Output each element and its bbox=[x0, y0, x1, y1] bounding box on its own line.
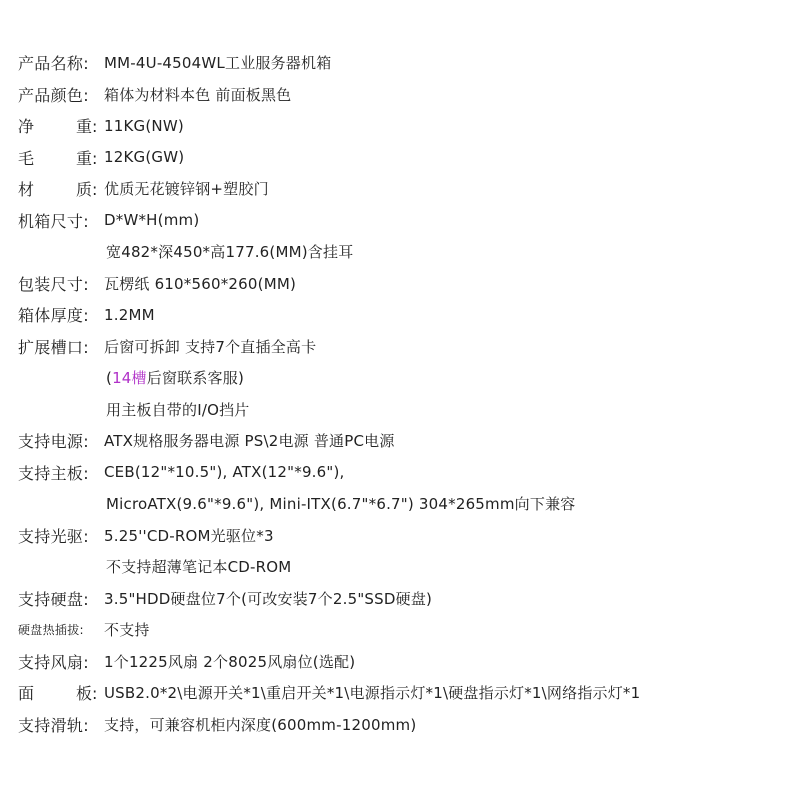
spec-label: 产品名称: bbox=[18, 54, 89, 74]
spec-value: 11KG(NW) bbox=[104, 116, 184, 135]
spec-label: 支持风扇: bbox=[18, 652, 89, 672]
spec-row-hard-drive bbox=[18, 583, 778, 615]
spec-label-part: 净 bbox=[18, 117, 35, 137]
spec-label: 箱体厚度: bbox=[18, 306, 89, 326]
spec-value: 12KG(GW) bbox=[104, 148, 185, 167]
spec-value: MM-4U-4504WL工业服务器机箱 bbox=[104, 54, 332, 73]
spec-value: D*W*H(mm) bbox=[104, 211, 200, 230]
spec-label bbox=[18, 681, 104, 704]
spec-row-expansion-slots-io bbox=[18, 394, 778, 426]
spec-label: 硬盘热插拔: bbox=[18, 623, 84, 638]
spec-label-part: 毛 bbox=[18, 148, 35, 168]
spec-value: ATX规格服务器电源 PS\2电源 普通PC电源 bbox=[104, 432, 395, 451]
spec-row-optical-drive-note bbox=[18, 551, 778, 583]
spec-row-motherboard bbox=[18, 457, 778, 489]
spec-label: 支持硬盘: bbox=[18, 589, 89, 609]
spec-label bbox=[18, 177, 104, 200]
spec-label-part: 重: bbox=[76, 148, 98, 168]
spec-value: USB2.0*2\电源开关*1\重启开关*1\电源指示灯*1\硬盘指示灯*1\网络指示灯*1 bbox=[104, 684, 641, 703]
spec-row-hot-swap bbox=[18, 614, 778, 646]
spec-row-chassis-size-detail bbox=[18, 236, 778, 268]
spec-value: 1.2MM bbox=[104, 305, 155, 324]
spec-value-part: ( bbox=[106, 369, 113, 388]
spec-value: 1个1225风扇 2个8025风扇位(选配) bbox=[104, 652, 356, 671]
spec-value: 不支持超薄笔记本CD-ROM bbox=[106, 558, 292, 577]
spec-value: 不支持 bbox=[104, 621, 150, 640]
spec-label-part: 材 bbox=[18, 180, 35, 200]
spec-value: 优质无花镀锌钢+塑胶门 bbox=[104, 180, 269, 199]
spec-row-product-color bbox=[18, 79, 778, 111]
spec-value: CEB(12"*10.5"), ATX(12"*9.6"), bbox=[104, 463, 345, 482]
spec-row-thickness bbox=[18, 299, 778, 331]
spec-value: 5.25''CD-ROM光驱位*3 bbox=[104, 526, 274, 545]
spec-row-front-panel bbox=[18, 677, 778, 709]
spec-value: 瓦楞纸 610*560*260(MM) bbox=[104, 274, 297, 293]
spec-label: 扩展槽口: bbox=[18, 337, 89, 357]
spec-label-part: 质: bbox=[76, 180, 98, 200]
spec-row-motherboard-more bbox=[18, 488, 778, 520]
spec-label: 包装尺寸: bbox=[18, 274, 89, 294]
spec-row-material bbox=[18, 173, 778, 205]
spec-label: 支持电源: bbox=[18, 432, 89, 452]
spec-label-part: 板: bbox=[76, 684, 98, 704]
spec-row-expansion-slots-note bbox=[18, 362, 778, 394]
spec-label: 支持光驱: bbox=[18, 526, 89, 546]
spec-row-net-weight bbox=[18, 110, 778, 142]
spec-label-part: 重: bbox=[76, 117, 98, 137]
spec-value: MicroATX(9.6"*9.6"), Mini-ITX(6.7"*6.7") 304*265mm向下兼容 bbox=[106, 495, 576, 514]
spec-row-fans bbox=[18, 646, 778, 678]
spec-sheet bbox=[18, 47, 778, 740]
spec-value-part: 后窗联系客服) bbox=[146, 369, 245, 388]
spec-value: 用主板自带的I/O挡片 bbox=[106, 400, 250, 419]
spec-row-power-supply bbox=[18, 425, 778, 457]
spec-label-part: 面 bbox=[18, 684, 35, 704]
spec-label bbox=[18, 146, 104, 169]
spec-value: 后窗可拆卸 支持7个直插全高卡 bbox=[104, 337, 317, 356]
spec-label bbox=[18, 114, 104, 137]
spec-row-product-name bbox=[18, 47, 778, 79]
spec-value bbox=[106, 367, 244, 388]
spec-row-package-size bbox=[18, 268, 778, 300]
spec-label: 机箱尺寸: bbox=[18, 211, 89, 231]
spec-row-chassis-size bbox=[18, 205, 778, 237]
spec-label: 支持主板: bbox=[18, 463, 89, 483]
spec-value: 箱体为材料本色 前面板黑色 bbox=[104, 85, 292, 104]
spec-row-rails bbox=[18, 709, 778, 741]
spec-row-optical-drive bbox=[18, 520, 778, 552]
highlight-text: 14槽 bbox=[112, 369, 147, 388]
spec-label: 产品颜色: bbox=[18, 85, 89, 105]
spec-value: 3.5"HDD硬盘位7个(可改安装7个2.5"SSD硬盘) bbox=[104, 589, 433, 608]
spec-label: 支持滑轨: bbox=[18, 715, 89, 735]
spec-row-expansion-slots bbox=[18, 331, 778, 363]
spec-value: 宽482*深450*高177.6(MM)含挂耳 bbox=[106, 243, 354, 262]
spec-value: 支持，可兼容机柜内深度(600mm-1200mm) bbox=[104, 715, 417, 734]
spec-row-gross-weight bbox=[18, 142, 778, 174]
